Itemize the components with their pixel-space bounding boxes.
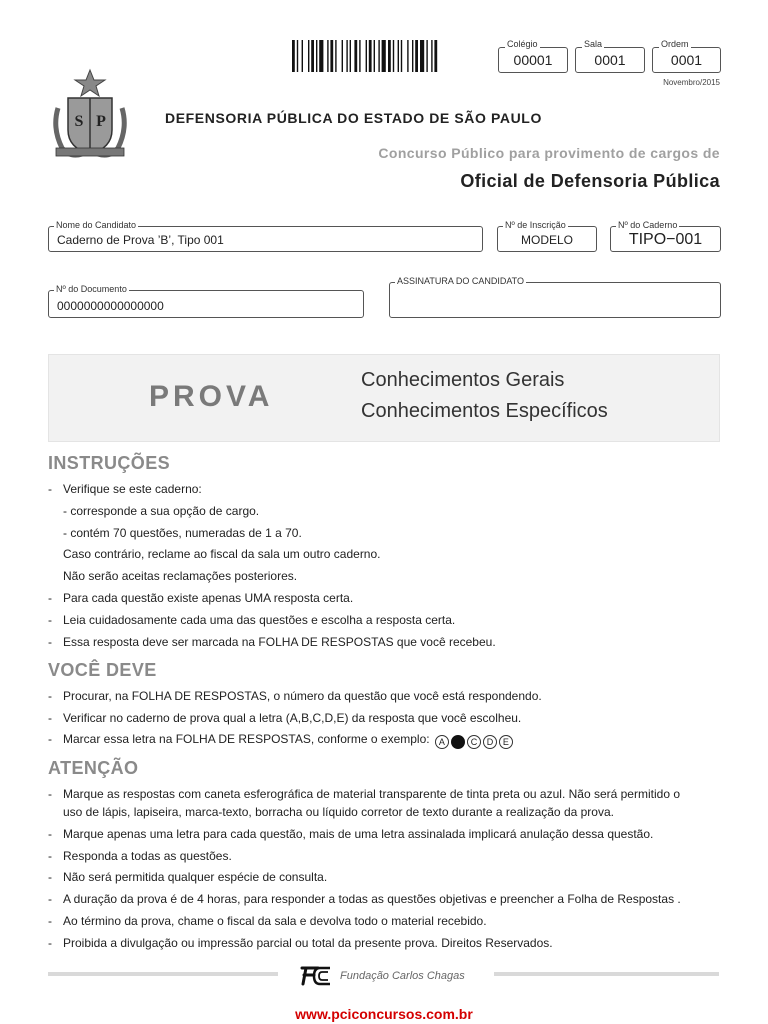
document-number-field[interactable] [48,284,364,318]
signature-field[interactable] [389,276,721,318]
document-number-value: 0000000000000000 [57,299,164,313]
attention-heading: ATENÇÃO [48,758,139,778]
sala-value: 0001 [594,52,626,68]
booklet-number-label: Nº do Caderno [618,220,678,230]
svg-text:P: P [96,113,106,130]
contest-subtitle: Concurso Público para provimento de cargos de [378,145,720,161]
footer-divider-right [494,972,719,976]
colegio-box [498,39,568,73]
example-option-c: C [467,735,481,749]
example-option-b-marked: B [451,735,465,749]
subject-specific: Conhecimentos Específicos [361,400,608,422]
signature-label: ASSINATURA DO CANDIDATO [397,276,525,286]
svg-text:S: S [74,113,84,130]
registration-number-value: MODELO [520,233,573,247]
colegio-label: Colégio [507,39,538,49]
example-option-a: A [435,735,449,749]
exam-title: PROVA [149,380,274,413]
sala-box [575,39,645,73]
barcode [292,40,490,72]
booklet-number-field[interactable] [610,220,721,252]
candidate-name-value: Caderno de Prova ’B’, Tipo 001 [57,233,224,247]
candidate-name-field[interactable] [48,220,483,252]
registration-number-field[interactable] [497,220,597,252]
organization-name: DEFENSORIA PÚBLICA DO ESTADO DE SÃO PAULO [165,110,542,126]
subject-general: Conhecimentos Gerais [361,369,565,391]
fcc-logo-icon [298,962,334,988]
document-number-label: Nº do Documento [56,284,127,294]
ordem-box [652,39,721,73]
instructions-heading: INSTRUÇÕES [48,453,171,473]
position-title: Oficial de Defensoria Pública [460,171,720,191]
sala-label: Sala [584,39,603,49]
candidate-name-label: Nome do Candidato [56,220,137,230]
exam-date: Novembro/2015 [663,78,720,87]
booklet-number-value: TIPO−001 [628,231,703,248]
you-must-heading: VOCÊ DEVE [48,660,157,680]
ordem-label: Ordem [661,39,689,49]
registration-number-label: Nº de Inscrição [505,220,566,230]
sao-paulo-seal-icon [48,68,132,162]
footer-divider-left [48,972,278,976]
example-option-d: D [483,735,497,749]
ordem-value: 0001 [670,52,703,68]
colegio-value: 00001 [513,52,553,68]
foundation-name: Fundação Carlos Chagas [340,970,465,982]
source-url-link[interactable]: www.pciconcursos.com.br [295,1006,473,1022]
example-option-e: E [499,735,513,749]
